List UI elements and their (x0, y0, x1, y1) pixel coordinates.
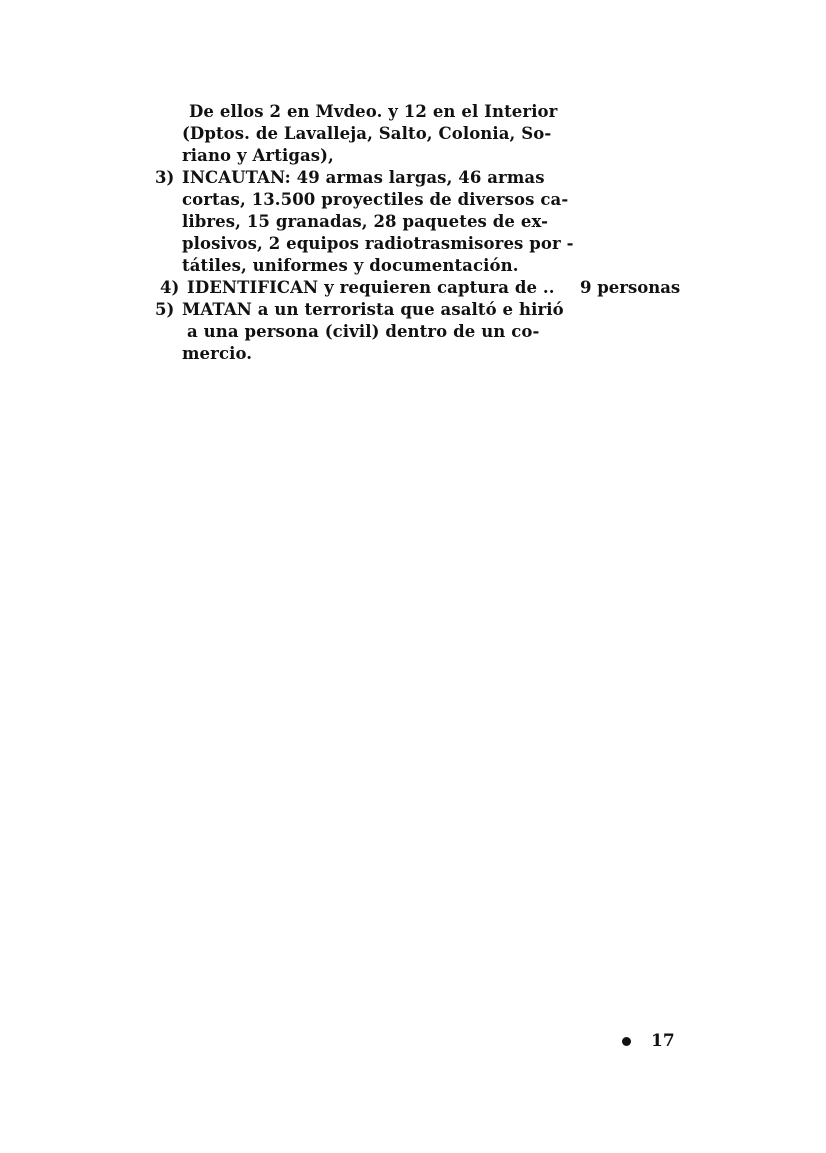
text-line-5: cortas, 13.500 proyectiles de diversos ca- (182, 190, 569, 209)
text-line-10: MATAN a un terrorista que asaltó e hirió (182, 300, 564, 319)
text-line-6: libres, 15 granadas, 28 paquetes de ex- (182, 212, 549, 231)
footer-bullet-icon (622, 1037, 631, 1046)
text-line-1: De ellos 2 en Mvdeo. y 12 en el Interior (189, 102, 558, 121)
persons-count-note: 9 personas (580, 278, 681, 297)
text-line-2: (Dptos. de Lavalleja, Salto, Colonia, So- (182, 124, 552, 143)
item-number-4: 4) (160, 278, 180, 297)
text-line-7: plosivos, 2 equipos radiotrasmisores por - (182, 234, 574, 253)
text-line-12: mercio. (182, 344, 253, 363)
text-line-8: tátiles, uniformes y documentación. (182, 256, 519, 275)
text-line-3: riano y Artigas), (182, 146, 334, 165)
item-number-3: 3) (155, 168, 175, 187)
text-line-11: a una persona (civil) dentro de un co- (187, 322, 540, 341)
text-line-4: INCAUTAN: 49 armas largas, 46 armas (182, 168, 545, 187)
text-line-9: IDENTIFICAN y requieren captura de .. (187, 278, 555, 297)
item-number-5: 5) (155, 300, 175, 319)
page-number: 17 (651, 1031, 675, 1051)
